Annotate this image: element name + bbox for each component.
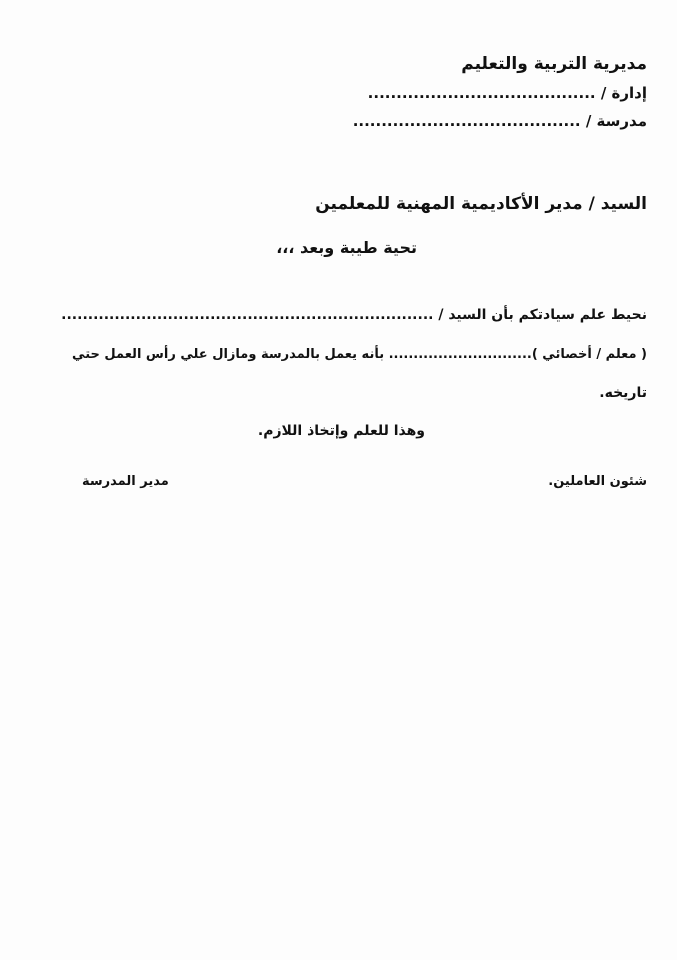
principal-signature: مدير المدرسة (82, 474, 169, 489)
school-field: مدرسة / ........................................ (352, 112, 647, 130)
letter-greeting: تحية طيبة وبعد ،،، (276, 238, 417, 257)
directorate-heading: مديرية التربية والتعليم (461, 54, 647, 74)
letter-addressee: السيد / مدير الأكاديمية المهنية للمعلمين (315, 194, 647, 214)
letter-body-line-3: تاريخه. (599, 385, 647, 401)
staff-affairs-signature: شئون العاملين. (548, 474, 647, 489)
administration-field: إدارة / ........................................ (367, 84, 647, 102)
letter-body-line-1: نحيط علم سيادتكم بأن السيد / ...................................................................... (61, 307, 647, 323)
letter-body-line-2: ( معلم / أخصائي )............................. بأنه يعمل بالمدرسة ومازال علي رأس العمل حتي (72, 347, 647, 362)
letter-closing: وهذا للعلم وإتخاذ اللازم. (257, 423, 425, 439)
